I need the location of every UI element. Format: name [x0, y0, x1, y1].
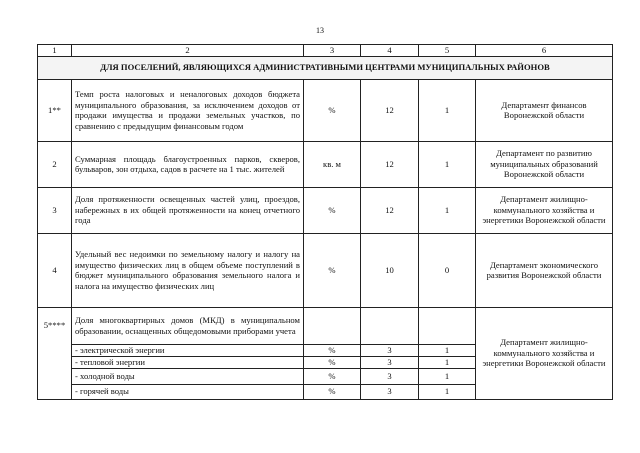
sub-indicator: - горячей воды	[72, 384, 304, 399]
unit-cell: %	[304, 233, 361, 307]
col5-value: 1	[419, 344, 476, 356]
indicator-text: Темп роста налоговых и неналоговых доходов бюджета муниципального образования, за исключением доходов от продажи имущества и продажи земельных участков, по сравнению с предыдущим финансовым годом	[72, 79, 304, 141]
column-header: 5	[419, 45, 476, 57]
department-cell: Департамент жилищно-коммунального хозяйства и энергетики Воронежской области	[476, 307, 613, 399]
department-cell: Департамент жилищно-коммунального хозяйства и энергетики Воронежской области	[476, 187, 613, 233]
unit-cell: %	[304, 79, 361, 141]
col5-value: 1	[419, 187, 476, 233]
row-number: 2	[38, 141, 72, 187]
unit-cell	[304, 307, 361, 344]
sub-indicator: - тепловой энергии	[72, 356, 304, 368]
table-row	[38, 141, 613, 187]
column-header: 6	[476, 45, 613, 57]
indicator-text: Удельный вес недоимки по земельному налогу и налогу на имущество физических лиц в общем объеме поступлений в бюджет муниципального образования земельного налога и налога на имущество физических лиц	[72, 233, 304, 307]
sub-indicator: - электрической энергии	[72, 344, 304, 356]
department-cell: Департамент финансов Воронежской области	[476, 79, 613, 141]
col4-value: 3	[361, 356, 419, 368]
col5-value: 1	[419, 141, 476, 187]
table-row	[38, 187, 613, 233]
col4-value: 3	[361, 368, 419, 384]
table-row	[38, 307, 613, 344]
section-row	[38, 56, 613, 79]
row-number: 4	[38, 233, 72, 307]
unit-cell: %	[304, 368, 361, 384]
indicator-text: Суммарная площадь благоустроенных парков, скверов, бульваров, зон отдыха, садов в расчете на 1 тыс. жителей	[72, 141, 304, 187]
col5-value: 1	[419, 79, 476, 141]
section-title: ДЛЯ ПОСЕЛЕНИЙ, ЯВЛЯЮЩИХСЯ АДМИНИСТРАТИВНЫМИ ЦЕНТРАМИ МУНИЦИПАЛЬНЫХ РАЙОНОВ	[38, 56, 613, 79]
row-number: 1**	[38, 79, 72, 141]
column-header: 2	[72, 45, 304, 57]
department-cell: Департамент экономического развития Воронежской области	[476, 233, 613, 307]
col5-value: 1	[419, 384, 476, 399]
indicator-text: Доля протяженности освещенных частей улиц, проездов, набережных в их общей протяженности на конец отчетного года	[72, 187, 304, 233]
unit-cell: %	[304, 384, 361, 399]
department-cell: Департамент по развитию муниципальных образований Воронежской области	[476, 141, 613, 187]
indicators-table	[37, 44, 613, 400]
col5-value	[419, 307, 476, 344]
column-header: 3	[304, 45, 361, 57]
col4-value: 3	[361, 344, 419, 356]
column-number-row	[38, 45, 613, 57]
row-number: 3	[38, 187, 72, 233]
indicator-text: Доля многоквартирных домов (МКД) в муниципальном образовании, оснащенных общедомовыми приборами учета	[72, 307, 304, 344]
sub-indicator: - холодной воды	[72, 368, 304, 384]
unit-cell: %	[304, 344, 361, 356]
unit-cell: %	[304, 187, 361, 233]
table-row	[38, 233, 613, 307]
page-number: 13	[316, 26, 324, 35]
col4-value: 3	[361, 384, 419, 399]
col5-value: 1	[419, 356, 476, 368]
col4-value: 12	[361, 79, 419, 141]
column-header: 4	[361, 45, 419, 57]
column-header: 1	[38, 45, 72, 57]
col4-value: 10	[361, 233, 419, 307]
col4-value: 12	[361, 187, 419, 233]
row-number: 5****	[38, 307, 72, 399]
table-row	[38, 79, 613, 141]
col5-value: 1	[419, 368, 476, 384]
col4-value: 12	[361, 141, 419, 187]
unit-cell: кв. м	[304, 141, 361, 187]
col4-value	[361, 307, 419, 344]
unit-cell: %	[304, 356, 361, 368]
col5-value: 0	[419, 233, 476, 307]
